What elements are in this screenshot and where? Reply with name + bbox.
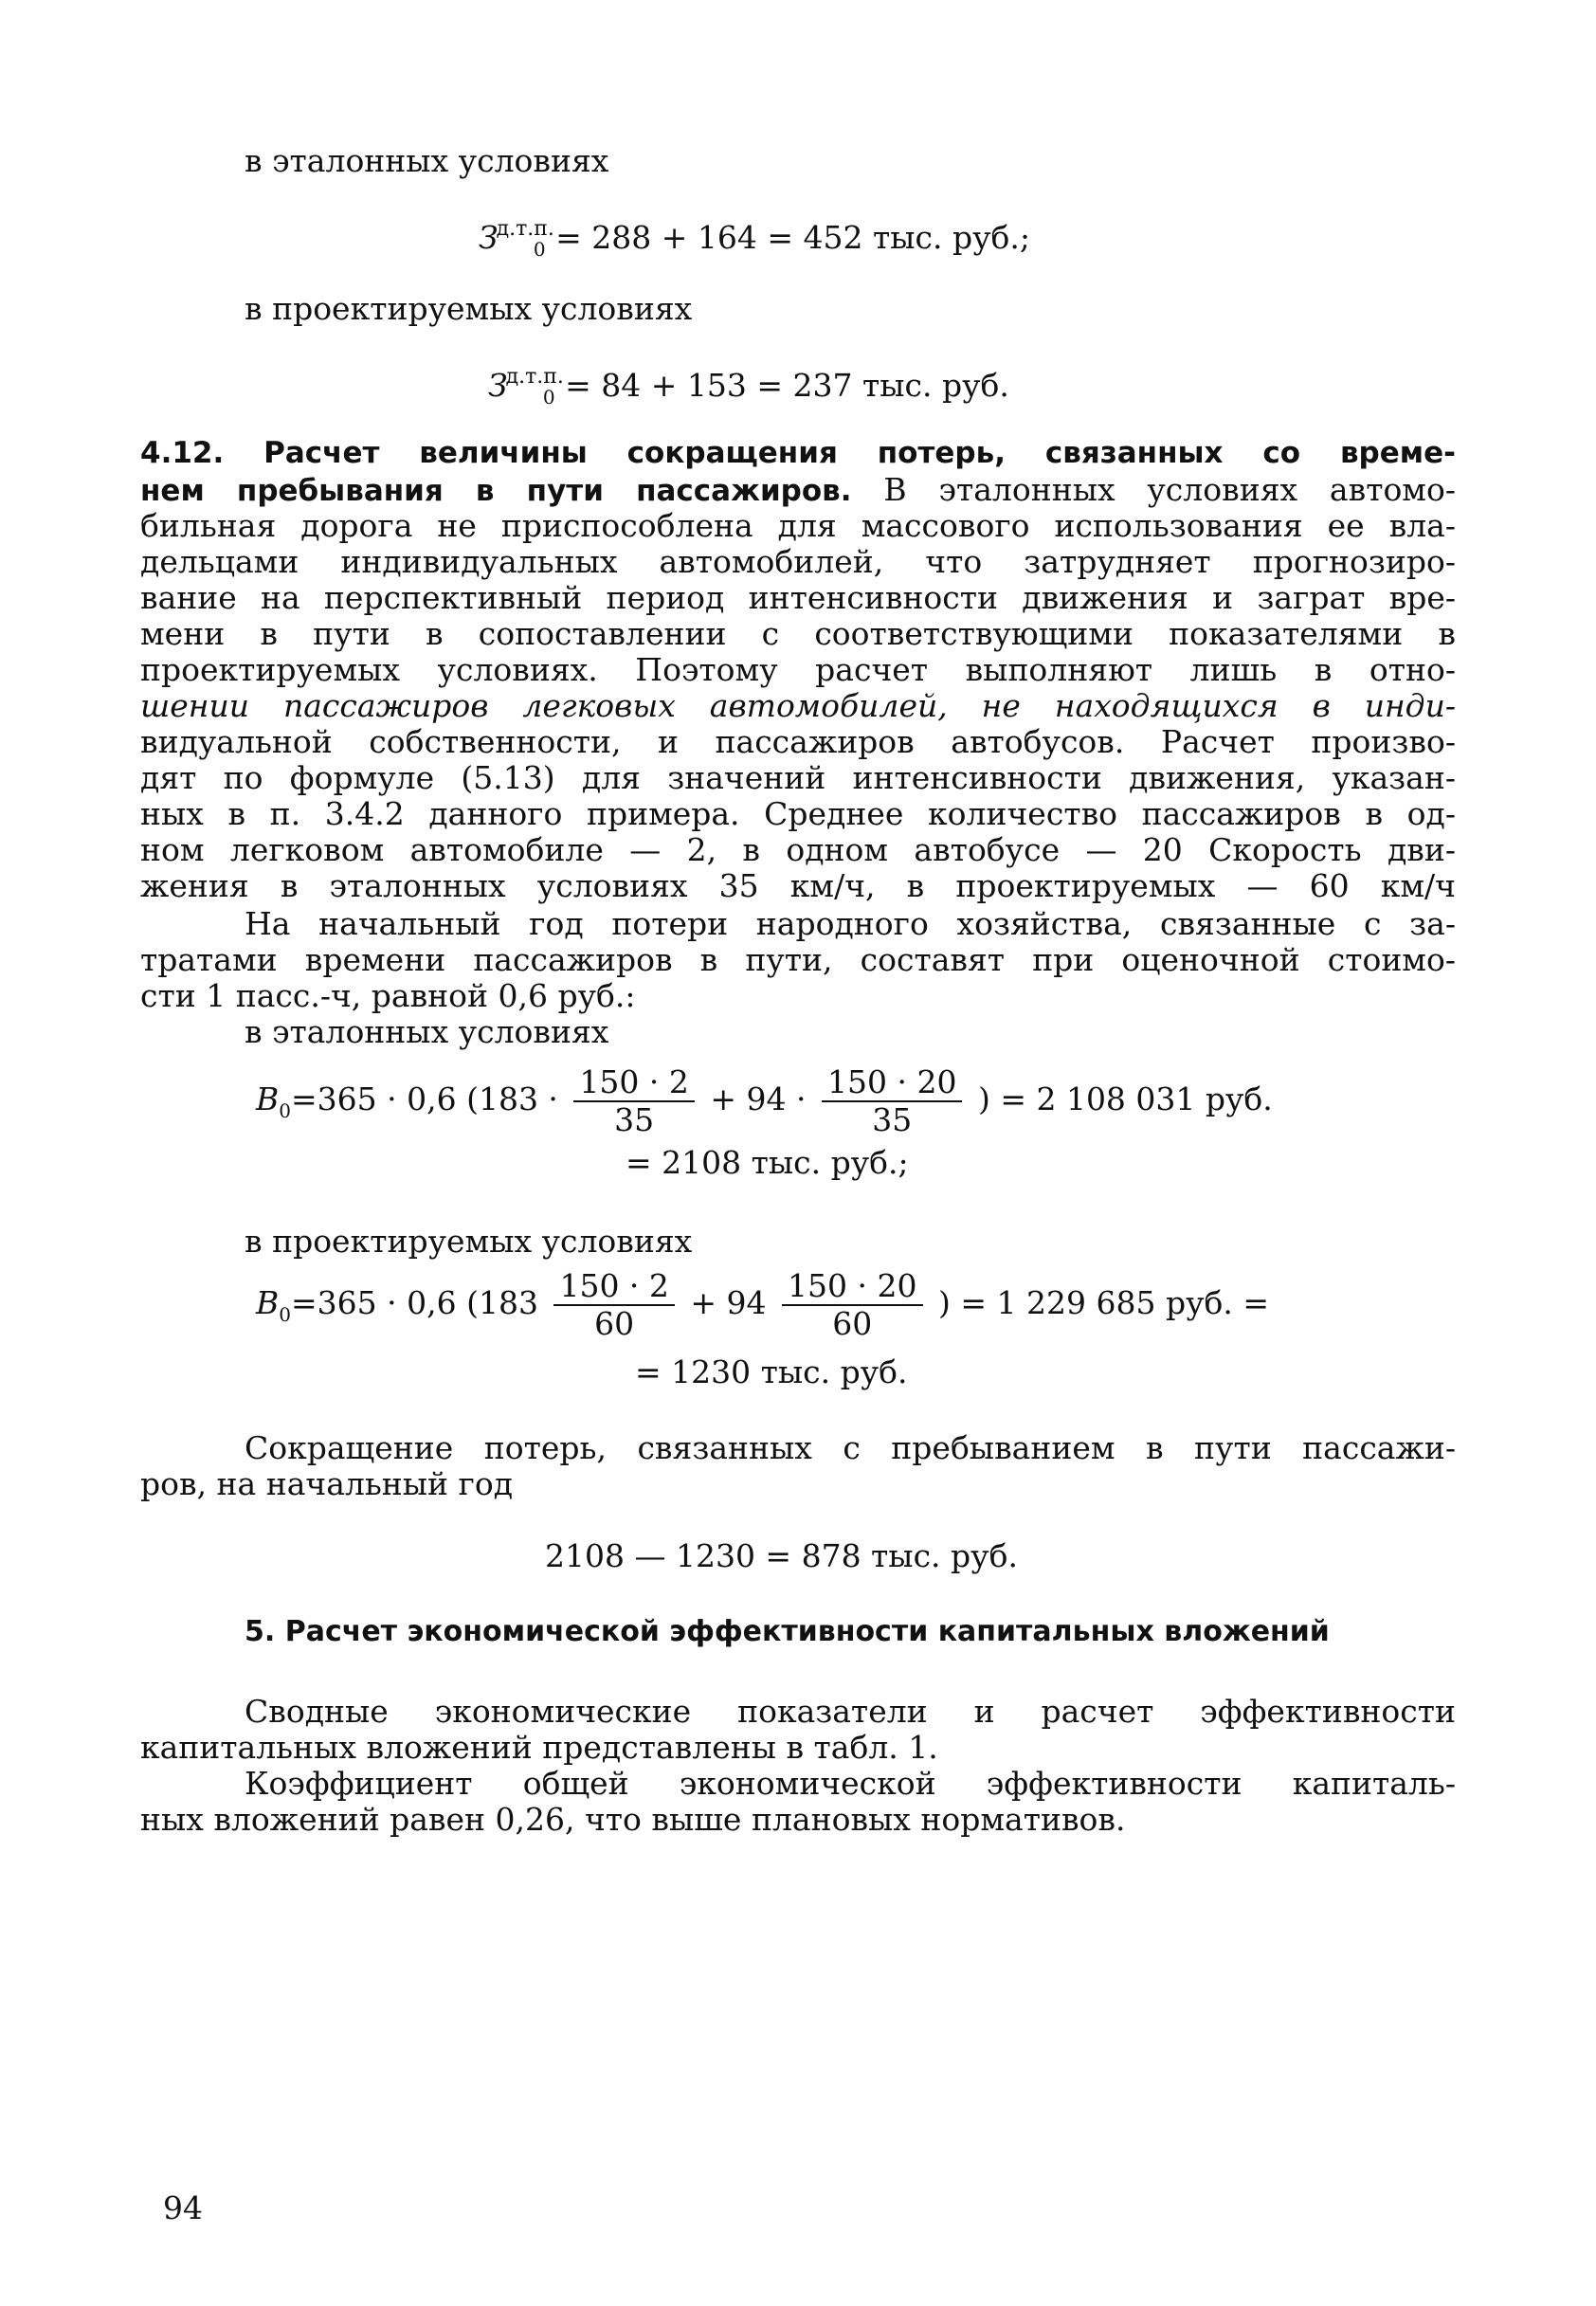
z-superscript: д.т.п. <box>505 365 564 389</box>
body-line: бильная дорога не приспособлена для массового использования ее вла- <box>140 507 1456 544</box>
b-symbol: В <box>256 1080 280 1117</box>
body-line: ном легковом автомобиле — 2, в одном автобусе — 20 Скорость дви- <box>140 831 1456 868</box>
reduction-line1: Сокращение потерь, связанных с пребыванием в пути пассажи- <box>245 1429 1456 1466</box>
z-superscript: д.т.п. <box>496 217 554 241</box>
body-line: ных в п. 3.4.2 данного примера. Среднее количество пассажиров в од- <box>140 795 1456 832</box>
body-text: В эталонных условиях автомо- <box>883 471 1456 508</box>
body-line: вание на перспективный период интенсивности движения и заграт вре- <box>140 579 1456 616</box>
formula-result: ) = 1 229 685 руб. = <box>938 1284 1269 1321</box>
section-412-line2 <box>140 471 1456 510</box>
equation-z0-proj <box>488 358 1009 416</box>
page-number: 94 <box>163 2189 203 2226</box>
equation-z0-etalon-rhs: = 288 + 164 = 452 тыс. руб.; <box>555 219 1031 256</box>
formula-part: =365 · 0,6 (183 · <box>291 1080 558 1117</box>
section-5-para2-line1: Коэффициент общей экономической эффективности капиталь- <box>245 1765 1456 1802</box>
z-subscript: 0 <box>533 238 546 261</box>
body-line: мени в пути в сопоставлении с соответствующими показателями в <box>140 615 1456 652</box>
fraction-denominator: 60 <box>832 1305 873 1342</box>
body-line: проектируемых условиях. Поэтому расчет выполняют лишь в отно- <box>140 651 1456 688</box>
label-etalon-2: в эталонных условиях <box>245 1013 609 1050</box>
b-subscript: 0 <box>279 1303 291 1326</box>
body-line: видуальной собственности, и пассажиров автобусов. Расчет произво- <box>140 723 1456 760</box>
formula-b0-proj-result: = 1230 тыс. руб. <box>635 1353 908 1390</box>
z-subscript: 0 <box>542 386 555 409</box>
z-symbol: З <box>479 219 499 256</box>
body-line: дят по формуле (5.13) для значений интенсивности движения, указан- <box>140 759 1456 796</box>
formula-result: ) = 2 108 031 руб. <box>977 1080 1273 1117</box>
body-line: жения в эталонных условиях 35 км/ч, в проектируемых — 60 км/ч <box>140 867 1456 904</box>
fraction-denominator: 60 <box>594 1305 635 1342</box>
equation-z0-proj-rhs: = 84 + 153 = 237 тыс. руб. <box>565 367 1009 404</box>
fraction-numerator: 150 · 2 <box>553 1268 674 1306</box>
formula-part: + 94 <box>690 1284 767 1321</box>
section-412-title-line1 <box>140 434 1456 472</box>
label-proj-2: в проектируемых условиях <box>245 1223 693 1260</box>
formula-b0-etalon <box>256 1062 1273 1149</box>
equation-z0-etalon <box>479 210 1030 268</box>
fraction <box>822 1064 962 1138</box>
section-5-heading: 5. Расчет экономической эффективности капитальных вложений <box>245 1615 1330 1648</box>
section-5-para2-line2: ных вложений равен 0,26, что выше плановых нормативов. <box>140 1801 1126 1838</box>
section-5-para1-line1: Сводные экономические показатели и расчет эффективности <box>245 1693 1456 1730</box>
body-line: дельцами индивидуальных автомобилей, что затрудняет прогнозиро- <box>140 543 1456 580</box>
para-losses-line3: сти 1 пасс.-ч, равной 0,6 руб.: <box>140 977 636 1014</box>
body-line-italic: шении пассажиров легковых автомобилей, не находящихся в инди- <box>140 687 1456 724</box>
label-etalon: в эталонных условиях <box>245 142 609 179</box>
para-losses-line2: тратами времени пассажиров в пути, составят при оценочной стоимо- <box>140 941 1456 978</box>
formula-part: =365 · 0,6 (183 <box>291 1284 538 1321</box>
fraction-numerator: 150 · 20 <box>782 1268 922 1306</box>
z-symbol: З <box>488 367 508 404</box>
fraction-denominator: 35 <box>872 1101 913 1138</box>
fraction <box>573 1064 694 1138</box>
section-title: Расчет величины сокращения потерь, связанных со време- <box>263 436 1457 470</box>
para-losses-line1: На начальный год потери народного хозяйства, связанные с за- <box>245 905 1456 942</box>
formula-part: + 94 · <box>710 1080 807 1117</box>
fraction <box>782 1268 922 1342</box>
label-proj: в проектируемых условиях <box>245 290 693 327</box>
section-number: 4.12. <box>140 436 225 470</box>
fraction-numerator: 150 · 2 <box>573 1064 694 1102</box>
fraction-numerator: 150 · 20 <box>822 1064 962 1102</box>
reduction-line2: ров, на начальный год <box>140 1465 514 1502</box>
fraction-denominator: 35 <box>614 1101 655 1138</box>
fraction <box>553 1268 674 1342</box>
formula-b0-proj <box>256 1265 1269 1353</box>
section-5-para1-line2: капитальных вложений представлены в табл. 1. <box>140 1729 938 1766</box>
b-symbol: В <box>256 1284 280 1321</box>
reduction-equation: 2108 — 1230 = 878 тыс. руб. <box>545 1537 1018 1574</box>
formula-b0-etalon-result: = 2108 тыс. руб.; <box>626 1144 909 1181</box>
section-title-cont: нем пребывания в пути пассажиров. <box>140 474 852 508</box>
b-subscript: 0 <box>279 1099 291 1122</box>
